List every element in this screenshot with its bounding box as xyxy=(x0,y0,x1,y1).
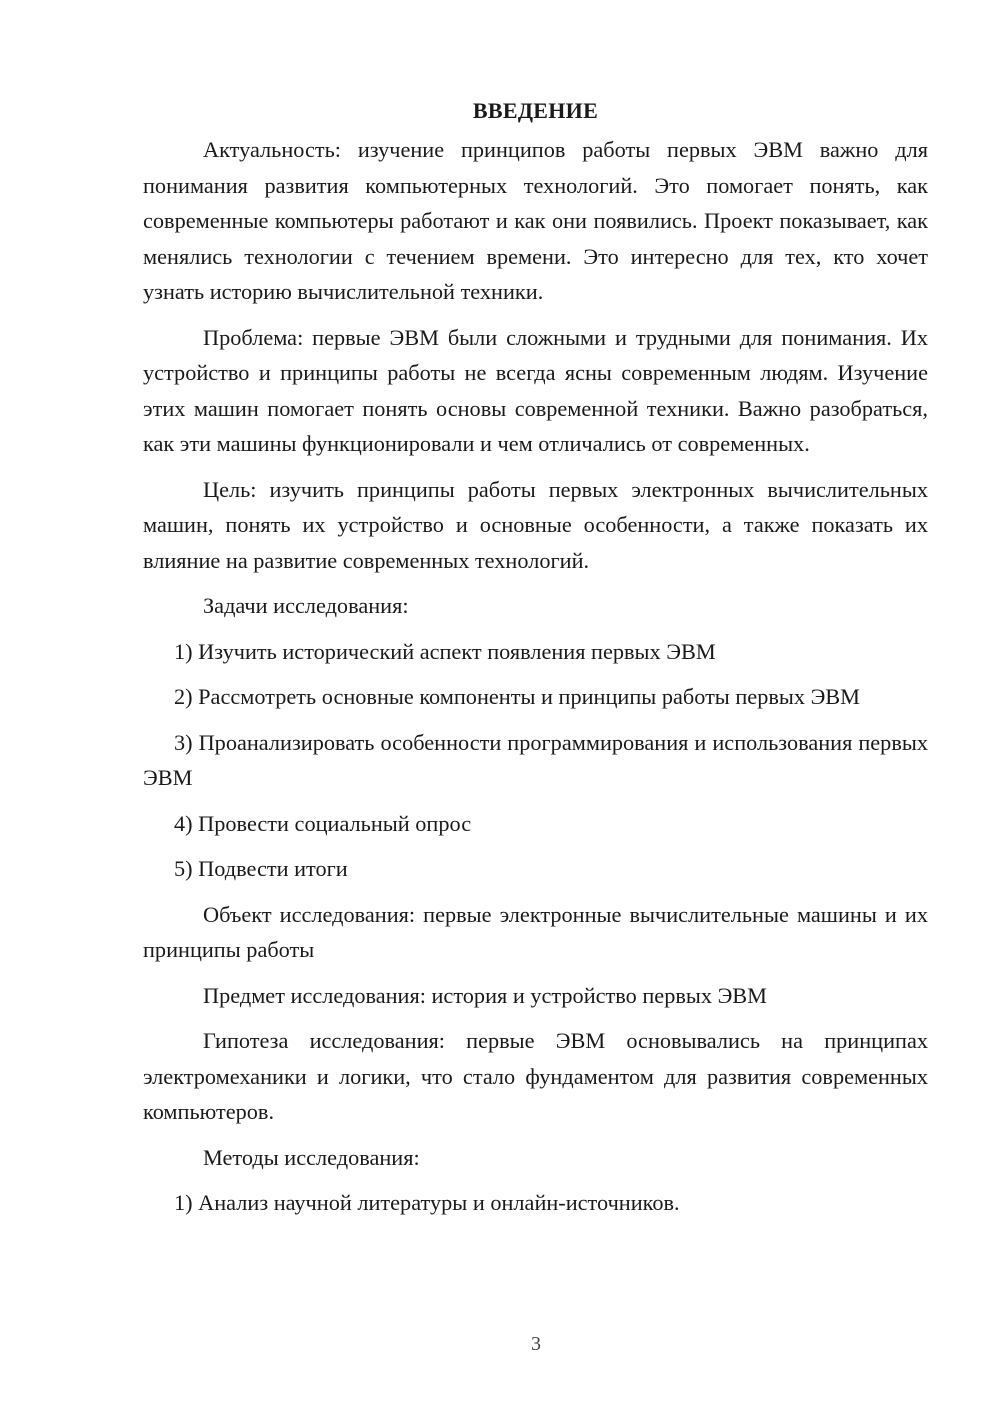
paragraph-goal: Цель: изучить принципы работы первых электронных вычислительных машин, понять их устройство и основные особенности, а также показать их влияние на развитие современных технологий. xyxy=(143,476,928,573)
paragraph-relevance: Актуальность: изучение принципов работы первых ЭВМ важно для понимания развития компьютерных технологий. Это помогает понять, как современные компьютеры работают и как они появились. Проект показывает, как менялись технологии с течением времени. Это интересно для тех, кто хочет узнать историю вычислительной техники. xyxy=(143,137,928,304)
paragraph-tasks-heading: Задачи исследования: xyxy=(203,593,409,618)
paragraph-problem: Проблема: первые ЭВМ были сложными и трудными для понимания. Их устройство и принципы работы не всегда ясны современным людям. Изучение этих машин помогает понять основы современной техники. Важно разобраться, как эти машины функционировали и чем отличались от современных. xyxy=(143,324,928,456)
document-page xyxy=(143,96,928,1231)
paragraph-hypothesis: Гипотеза исследования: первые ЭВМ основывались на принципах электромеханики и логики, что стало фундаментом для развития современных компьютеров. xyxy=(143,1028,928,1124)
list-item-task-2: 2) Рассмотреть основные компоненты и принципы работы первых ЭВМ xyxy=(174,684,860,709)
list-item-task-1: 1) Изучить исторический аспект появления первых ЭВМ xyxy=(174,638,716,664)
list-item-task-4: 4) Провести социальный опрос xyxy=(174,810,472,836)
list-item-task-5: 5) Подвести итоги xyxy=(174,856,348,881)
page-number: 3 xyxy=(531,1333,541,1355)
paragraph-object: Объект исследования: первые электронные вычислительные машины и их принципы работы xyxy=(143,901,928,962)
list-item-method-1: 1) Анализ научной литературы и онлайн-источников. xyxy=(174,1190,680,1215)
page-title: ВВЕДЕНИЕ xyxy=(472,98,599,123)
paragraph-subject: Предмет исследования: история и устройство первых ЭВМ xyxy=(203,982,767,1008)
paragraph-methods-heading: Методы исследования: xyxy=(203,1144,420,1170)
list-item-task-3: 3) Проанализировать особенности программирования и использования первых ЭВМ xyxy=(143,729,928,790)
